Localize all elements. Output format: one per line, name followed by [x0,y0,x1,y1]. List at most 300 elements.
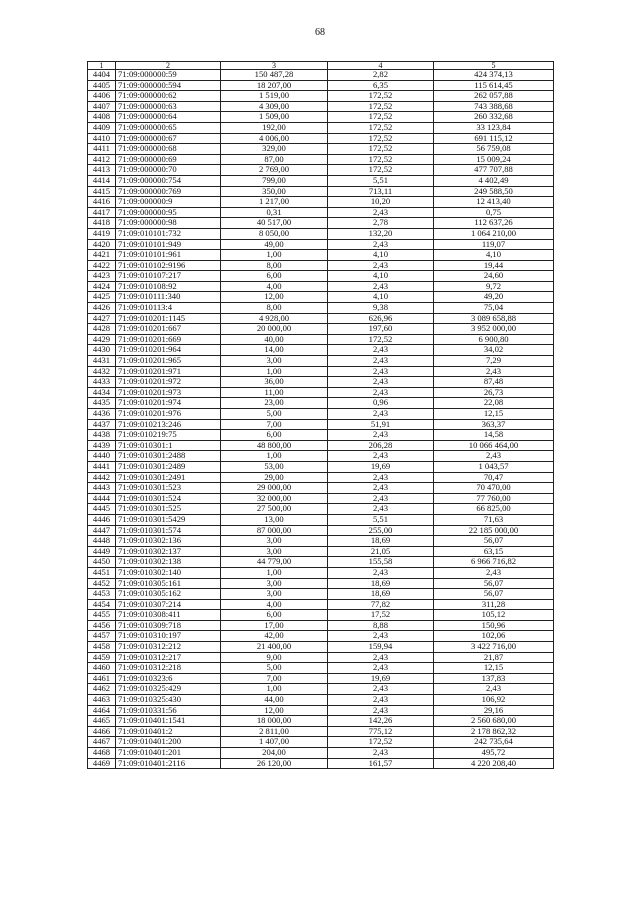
cadastral-number-cell: 71:09:010401:200 [116,737,221,748]
table-row [88,165,554,176]
table-row [88,737,554,748]
area-cell: 18 207,00 [221,80,328,91]
table-row [88,70,554,81]
rate-cell: 2,43 [328,663,434,674]
table-row [88,228,554,239]
area-cell: 3,00 [221,356,328,367]
area-cell: 49,00 [221,239,328,250]
table-row [88,610,554,621]
value-cell: 2,43 [434,366,554,377]
row-number-cell: 4460 [88,663,116,674]
table-row [88,197,554,208]
rate-cell: 2,43 [328,356,434,367]
rate-cell: 6,35 [328,80,434,91]
row-number-cell: 4422 [88,260,116,271]
cadastral-number-cell: 71:09:000000:67 [116,133,221,144]
area-cell: 6,00 [221,430,328,441]
table-row [88,758,554,769]
table-row [88,620,554,631]
table-row [88,493,554,504]
area-cell: 44,00 [221,695,328,706]
rate-cell: 51,91 [328,419,434,430]
cadastral-number-cell: 71:09:010111:340 [116,292,221,303]
row-number-cell: 4439 [88,440,116,451]
rate-cell: 132,20 [328,228,434,239]
row-number-cell: 4411 [88,144,116,155]
rate-cell: 5,51 [328,514,434,525]
area-cell: 329,00 [221,144,328,155]
row-number-cell: 4428 [88,324,116,335]
row-number-cell: 4418 [88,218,116,229]
area-cell: 2 769,00 [221,165,328,176]
row-number-cell: 4414 [88,175,116,186]
value-cell: 24,60 [434,271,554,282]
cadastral-number-cell: 71:09:010401:2116 [116,758,221,769]
table-row [88,366,554,377]
rate-cell: 4,10 [328,250,434,261]
value-cell: 2,43 [434,567,554,578]
row-number-cell: 4420 [88,239,116,250]
table-row [88,154,554,165]
rate-cell: 206,28 [328,440,434,451]
area-cell: 23,00 [221,398,328,409]
area-cell: 42,00 [221,631,328,642]
cadastral-number-cell: 71:09:000000:70 [116,165,221,176]
table-row [88,186,554,197]
row-number-cell: 4423 [88,271,116,282]
cadastral-number-cell: 71:09:000000:62 [116,91,221,102]
area-cell: 13,00 [221,514,328,525]
rate-cell: 2,43 [328,652,434,663]
area-cell: 6,00 [221,271,328,282]
area-cell: 204,00 [221,748,328,759]
area-cell: 20 000,00 [221,324,328,335]
rate-cell: 8,88 [328,620,434,631]
rate-cell: 2,43 [328,631,434,642]
value-cell: 34,02 [434,345,554,356]
table-row [88,387,554,398]
value-cell: 1 043,57 [434,461,554,472]
table-row [88,207,554,218]
area-cell: 12,00 [221,292,328,303]
row-number-cell: 4429 [88,334,116,345]
rate-cell: 172,52 [328,144,434,155]
row-number-cell: 4462 [88,684,116,695]
rate-cell: 5,51 [328,175,434,186]
cadastral-number-cell: 71:09:010107:217 [116,271,221,282]
rate-cell: 18,69 [328,536,434,547]
table-row [88,260,554,271]
value-cell: 6 900,80 [434,334,554,345]
area-cell: 32 000,00 [221,493,328,504]
rate-cell: 197,60 [328,324,434,335]
table-row [88,631,554,642]
value-cell: 6 966 716,82 [434,557,554,568]
row-number-cell: 4404 [88,70,116,81]
rate-cell: 2,43 [328,684,434,695]
area-cell: 27 500,00 [221,504,328,515]
table-row [88,377,554,388]
area-cell: 7,00 [221,673,328,684]
column-header: 2 [116,62,221,70]
value-cell: 56,07 [434,536,554,547]
table-row [88,133,554,144]
cadastral-number-cell: 71:09:010201:964 [116,345,221,356]
value-cell: 75,04 [434,303,554,314]
row-number-cell: 4469 [88,758,116,769]
cadastral-number-cell: 71:09:000000:98 [116,218,221,229]
value-cell: 2 560 680,00 [434,716,554,727]
table-row [88,430,554,441]
cadastral-number-cell: 71:09:000000:754 [116,175,221,186]
cadastral-number-cell: 71:09:010201:971 [116,366,221,377]
value-cell: 1 064 210,00 [434,228,554,239]
area-cell: 3,00 [221,546,328,557]
value-cell: 22 185 000,00 [434,525,554,536]
rate-cell: 2,43 [328,493,434,504]
cadastral-number-cell: 71:09:000000:65 [116,122,221,133]
cadastral-number-cell: 71:09:000000:9 [116,197,221,208]
row-number-cell: 4454 [88,599,116,610]
row-number-cell: 4463 [88,695,116,706]
value-cell: 3 089 658,88 [434,313,554,324]
area-cell: 1 407,00 [221,737,328,748]
rate-cell: 172,52 [328,112,434,123]
cadastral-number-cell: 71:09:000000:68 [116,144,221,155]
area-cell: 8 050,00 [221,228,328,239]
value-cell: 2,43 [434,684,554,695]
area-cell: 3,00 [221,589,328,600]
rate-cell: 142,26 [328,716,434,727]
area-cell: 350,00 [221,186,328,197]
area-cell: 87,00 [221,154,328,165]
rate-cell: 255,00 [328,525,434,536]
rate-cell: 172,52 [328,334,434,345]
rate-cell: 4,10 [328,292,434,303]
cadastral-number-cell: 71:09:010309:718 [116,620,221,631]
row-number-cell: 4435 [88,398,116,409]
table-row [88,451,554,462]
row-number-cell: 4456 [88,620,116,631]
value-cell: 260 332,68 [434,112,554,123]
value-cell: 66 825,00 [434,504,554,515]
row-number-cell: 4413 [88,165,116,176]
area-cell: 1,00 [221,567,328,578]
value-cell: 21,87 [434,652,554,663]
rate-cell: 172,52 [328,91,434,102]
area-cell: 6,00 [221,610,328,621]
rate-cell: 2,43 [328,705,434,716]
cadastral-number-cell: 71:09:010213:246 [116,419,221,430]
cadastral-number-cell: 71:09:010113:4 [116,303,221,314]
cadastral-number-cell: 71:09:010301:525 [116,504,221,515]
row-number-cell: 4467 [88,737,116,748]
cadastral-number-cell: 71:09:010201:973 [116,387,221,398]
cadastral-number-cell: 71:09:010302:138 [116,557,221,568]
area-cell: 8,00 [221,303,328,314]
row-number-cell: 4457 [88,631,116,642]
rate-cell: 10,20 [328,197,434,208]
table-row [88,472,554,483]
table-row [88,663,554,674]
table-header-row [88,62,554,70]
rate-cell: 775,12 [328,726,434,737]
area-cell: 9,00 [221,652,328,663]
cadastral-number-cell: 71:09:010401:2 [116,726,221,737]
row-number-cell: 4409 [88,122,116,133]
row-number-cell: 4410 [88,133,116,144]
value-cell: 12 413,40 [434,197,554,208]
rate-cell: 77,82 [328,599,434,610]
table-row [88,144,554,155]
table-row [88,122,554,133]
value-cell: 77 760,00 [434,493,554,504]
table-row [88,356,554,367]
value-cell: 2 178 862,32 [434,726,554,737]
area-cell: 26 120,00 [221,758,328,769]
value-cell: 56 759,08 [434,144,554,155]
area-cell: 1,00 [221,250,328,261]
area-cell: 14,00 [221,345,328,356]
table-row [88,303,554,314]
area-cell: 1,00 [221,684,328,695]
row-number-cell: 4416 [88,197,116,208]
table-row [88,567,554,578]
area-cell: 21 400,00 [221,642,328,653]
cadastral-number-cell: 71:09:010101:949 [116,239,221,250]
cadastral-number-cell: 71:09:000000:95 [116,207,221,218]
cadastral-number-cell: 71:09:010312:212 [116,642,221,653]
row-number-cell: 4412 [88,154,116,165]
row-number-cell: 4436 [88,409,116,420]
cadastral-number-cell: 71:09:010101:961 [116,250,221,261]
value-cell: 743 388,68 [434,101,554,112]
table-row [88,684,554,695]
cadastral-number-cell: 71:09:010201:974 [116,398,221,409]
rate-cell: 2,43 [328,483,434,494]
table-row [88,652,554,663]
cadastral-number-cell: 71:09:000000:594 [116,80,221,91]
row-number-cell: 4441 [88,461,116,472]
row-number-cell: 4407 [88,101,116,112]
row-number-cell: 4421 [88,250,116,261]
value-cell: 4 402,49 [434,175,554,186]
table-row [88,112,554,123]
row-number-cell: 4459 [88,652,116,663]
value-cell: 106,92 [434,695,554,706]
rate-cell: 161,57 [328,758,434,769]
table-row [88,483,554,494]
row-number-cell: 4455 [88,610,116,621]
table-row [88,334,554,345]
cadastral-number-cell: 71:09:010302:136 [116,536,221,547]
table-row [88,345,554,356]
cadastral-number-cell: 71:09:010301:2488 [116,451,221,462]
value-cell: 4,10 [434,250,554,261]
value-cell: 477 707,88 [434,165,554,176]
value-cell: 7,29 [434,356,554,367]
area-cell: 4 006,00 [221,133,328,144]
cadastral-number-cell: 71:09:010401:201 [116,748,221,759]
rate-cell: 9,38 [328,303,434,314]
table-row [88,313,554,324]
table-row [88,504,554,515]
table-row [88,748,554,759]
cadastral-number-cell: 71:09:010323:6 [116,673,221,684]
row-number-cell: 4446 [88,514,116,525]
area-cell: 53,00 [221,461,328,472]
table-row [88,239,554,250]
rate-cell: 159,94 [328,642,434,653]
rate-cell: 2,43 [328,748,434,759]
rate-cell: 2,43 [328,472,434,483]
value-cell: 0,75 [434,207,554,218]
table-row [88,271,554,282]
rate-cell: 2,43 [328,281,434,292]
rate-cell: 172,52 [328,154,434,165]
cadastral-number-cell: 71:09:010301:523 [116,483,221,494]
cadastral-number-cell: 71:09:010301:2491 [116,472,221,483]
rate-cell: 2,82 [328,70,434,81]
cadastral-number-cell: 71:09:010201:667 [116,324,221,335]
table-row [88,281,554,292]
table-row [88,599,554,610]
table-row [88,419,554,430]
value-cell: 363,37 [434,419,554,430]
row-number-cell: 4468 [88,748,116,759]
value-cell: 71,63 [434,514,554,525]
value-cell: 495,72 [434,748,554,759]
table-row [88,705,554,716]
cadastral-number-cell: 71:09:010102:9196 [116,260,221,271]
row-number-cell: 4430 [88,345,116,356]
row-number-cell: 4437 [88,419,116,430]
area-cell: 4 309,00 [221,101,328,112]
cadastral-number-cell: 71:09:010401:1541 [116,716,221,727]
cadastral-number-cell: 71:09:010301:1 [116,440,221,451]
value-cell: 56,07 [434,589,554,600]
rate-cell: 19,69 [328,673,434,684]
column-header: 5 [434,62,554,70]
cadastral-number-cell: 71:09:010305:161 [116,578,221,589]
cadastral-number-cell: 71:09:000000:769 [116,186,221,197]
value-cell: 12,15 [434,663,554,674]
cadastral-number-cell: 71:09:010301:2489 [116,461,221,472]
row-number-cell: 4465 [88,716,116,727]
rate-cell: 155,58 [328,557,434,568]
row-number-cell: 4433 [88,377,116,388]
rate-cell: 0,96 [328,398,434,409]
row-number-cell: 4447 [88,525,116,536]
area-cell: 44 779,00 [221,557,328,568]
table-row [88,292,554,303]
area-cell: 5,00 [221,409,328,420]
row-number-cell: 4434 [88,387,116,398]
rate-cell: 17,52 [328,610,434,621]
table-row [88,525,554,536]
value-cell: 102,06 [434,631,554,642]
value-cell: 22,08 [434,398,554,409]
cadastral-number-cell: 71:09:010302:140 [116,567,221,578]
row-number-cell: 4440 [88,451,116,462]
table-row [88,324,554,335]
row-number-cell: 4424 [88,281,116,292]
rate-cell: 172,52 [328,101,434,112]
value-cell: 70,47 [434,472,554,483]
row-number-cell: 4406 [88,91,116,102]
rate-cell: 2,43 [328,430,434,441]
value-cell: 10 066 464,00 [434,440,554,451]
value-cell: 33 123,84 [434,122,554,133]
value-cell: 3 952 000,00 [434,324,554,335]
cadastral-number-cell: 71:09:010108:92 [116,281,221,292]
row-number-cell: 4466 [88,726,116,737]
rate-cell: 2,43 [328,366,434,377]
value-cell: 19,44 [434,260,554,271]
cadastral-table [87,61,554,769]
rate-cell: 19,69 [328,461,434,472]
value-cell: 56,07 [434,578,554,589]
table-row [88,589,554,600]
value-cell: 3 422 716,00 [434,642,554,653]
area-cell: 1,00 [221,451,328,462]
cadastral-number-cell: 71:09:010201:965 [116,356,221,367]
cadastral-number-cell: 71:09:010312:217 [116,652,221,663]
area-cell: 4 928,00 [221,313,328,324]
rate-cell: 2,43 [328,345,434,356]
row-number-cell: 4451 [88,567,116,578]
area-cell: 11,00 [221,387,328,398]
cadastral-number-cell: 71:09:010301:524 [116,493,221,504]
page-number: 68 [315,27,325,38]
cadastral-number-cell: 71:09:010325:429 [116,684,221,695]
area-cell: 36,00 [221,377,328,388]
cadastral-number-cell: 71:09:010302:137 [116,546,221,557]
value-cell: 105,12 [434,610,554,621]
column-header: 4 [328,62,434,70]
rate-cell: 2,43 [328,451,434,462]
row-number-cell: 4419 [88,228,116,239]
rate-cell: 4,10 [328,271,434,282]
area-cell: 4,00 [221,599,328,610]
area-cell: 87 000,00 [221,525,328,536]
table-row [88,514,554,525]
rate-cell: 172,52 [328,133,434,144]
cadastral-number-cell: 71:09:010201:1145 [116,313,221,324]
row-number-cell: 4449 [88,546,116,557]
value-cell: 14,58 [434,430,554,441]
table-row [88,461,554,472]
table-row [88,250,554,261]
cadastral-number-cell: 71:09:000000:64 [116,112,221,123]
rate-cell: 2,43 [328,377,434,388]
value-cell: 137,83 [434,673,554,684]
row-number-cell: 4450 [88,557,116,568]
rate-cell: 2,43 [328,207,434,218]
table-body [88,70,554,769]
area-cell: 12,00 [221,705,328,716]
row-number-cell: 4461 [88,673,116,684]
table-row [88,440,554,451]
rate-cell: 626,96 [328,313,434,324]
rate-cell: 2,43 [328,260,434,271]
rate-cell: 713,11 [328,186,434,197]
cadastral-number-cell: 71:09:000000:69 [116,154,221,165]
cadastral-number-cell: 71:09:010331:56 [116,705,221,716]
row-number-cell: 4448 [88,536,116,547]
value-cell: 26,73 [434,387,554,398]
row-number-cell: 4426 [88,303,116,314]
